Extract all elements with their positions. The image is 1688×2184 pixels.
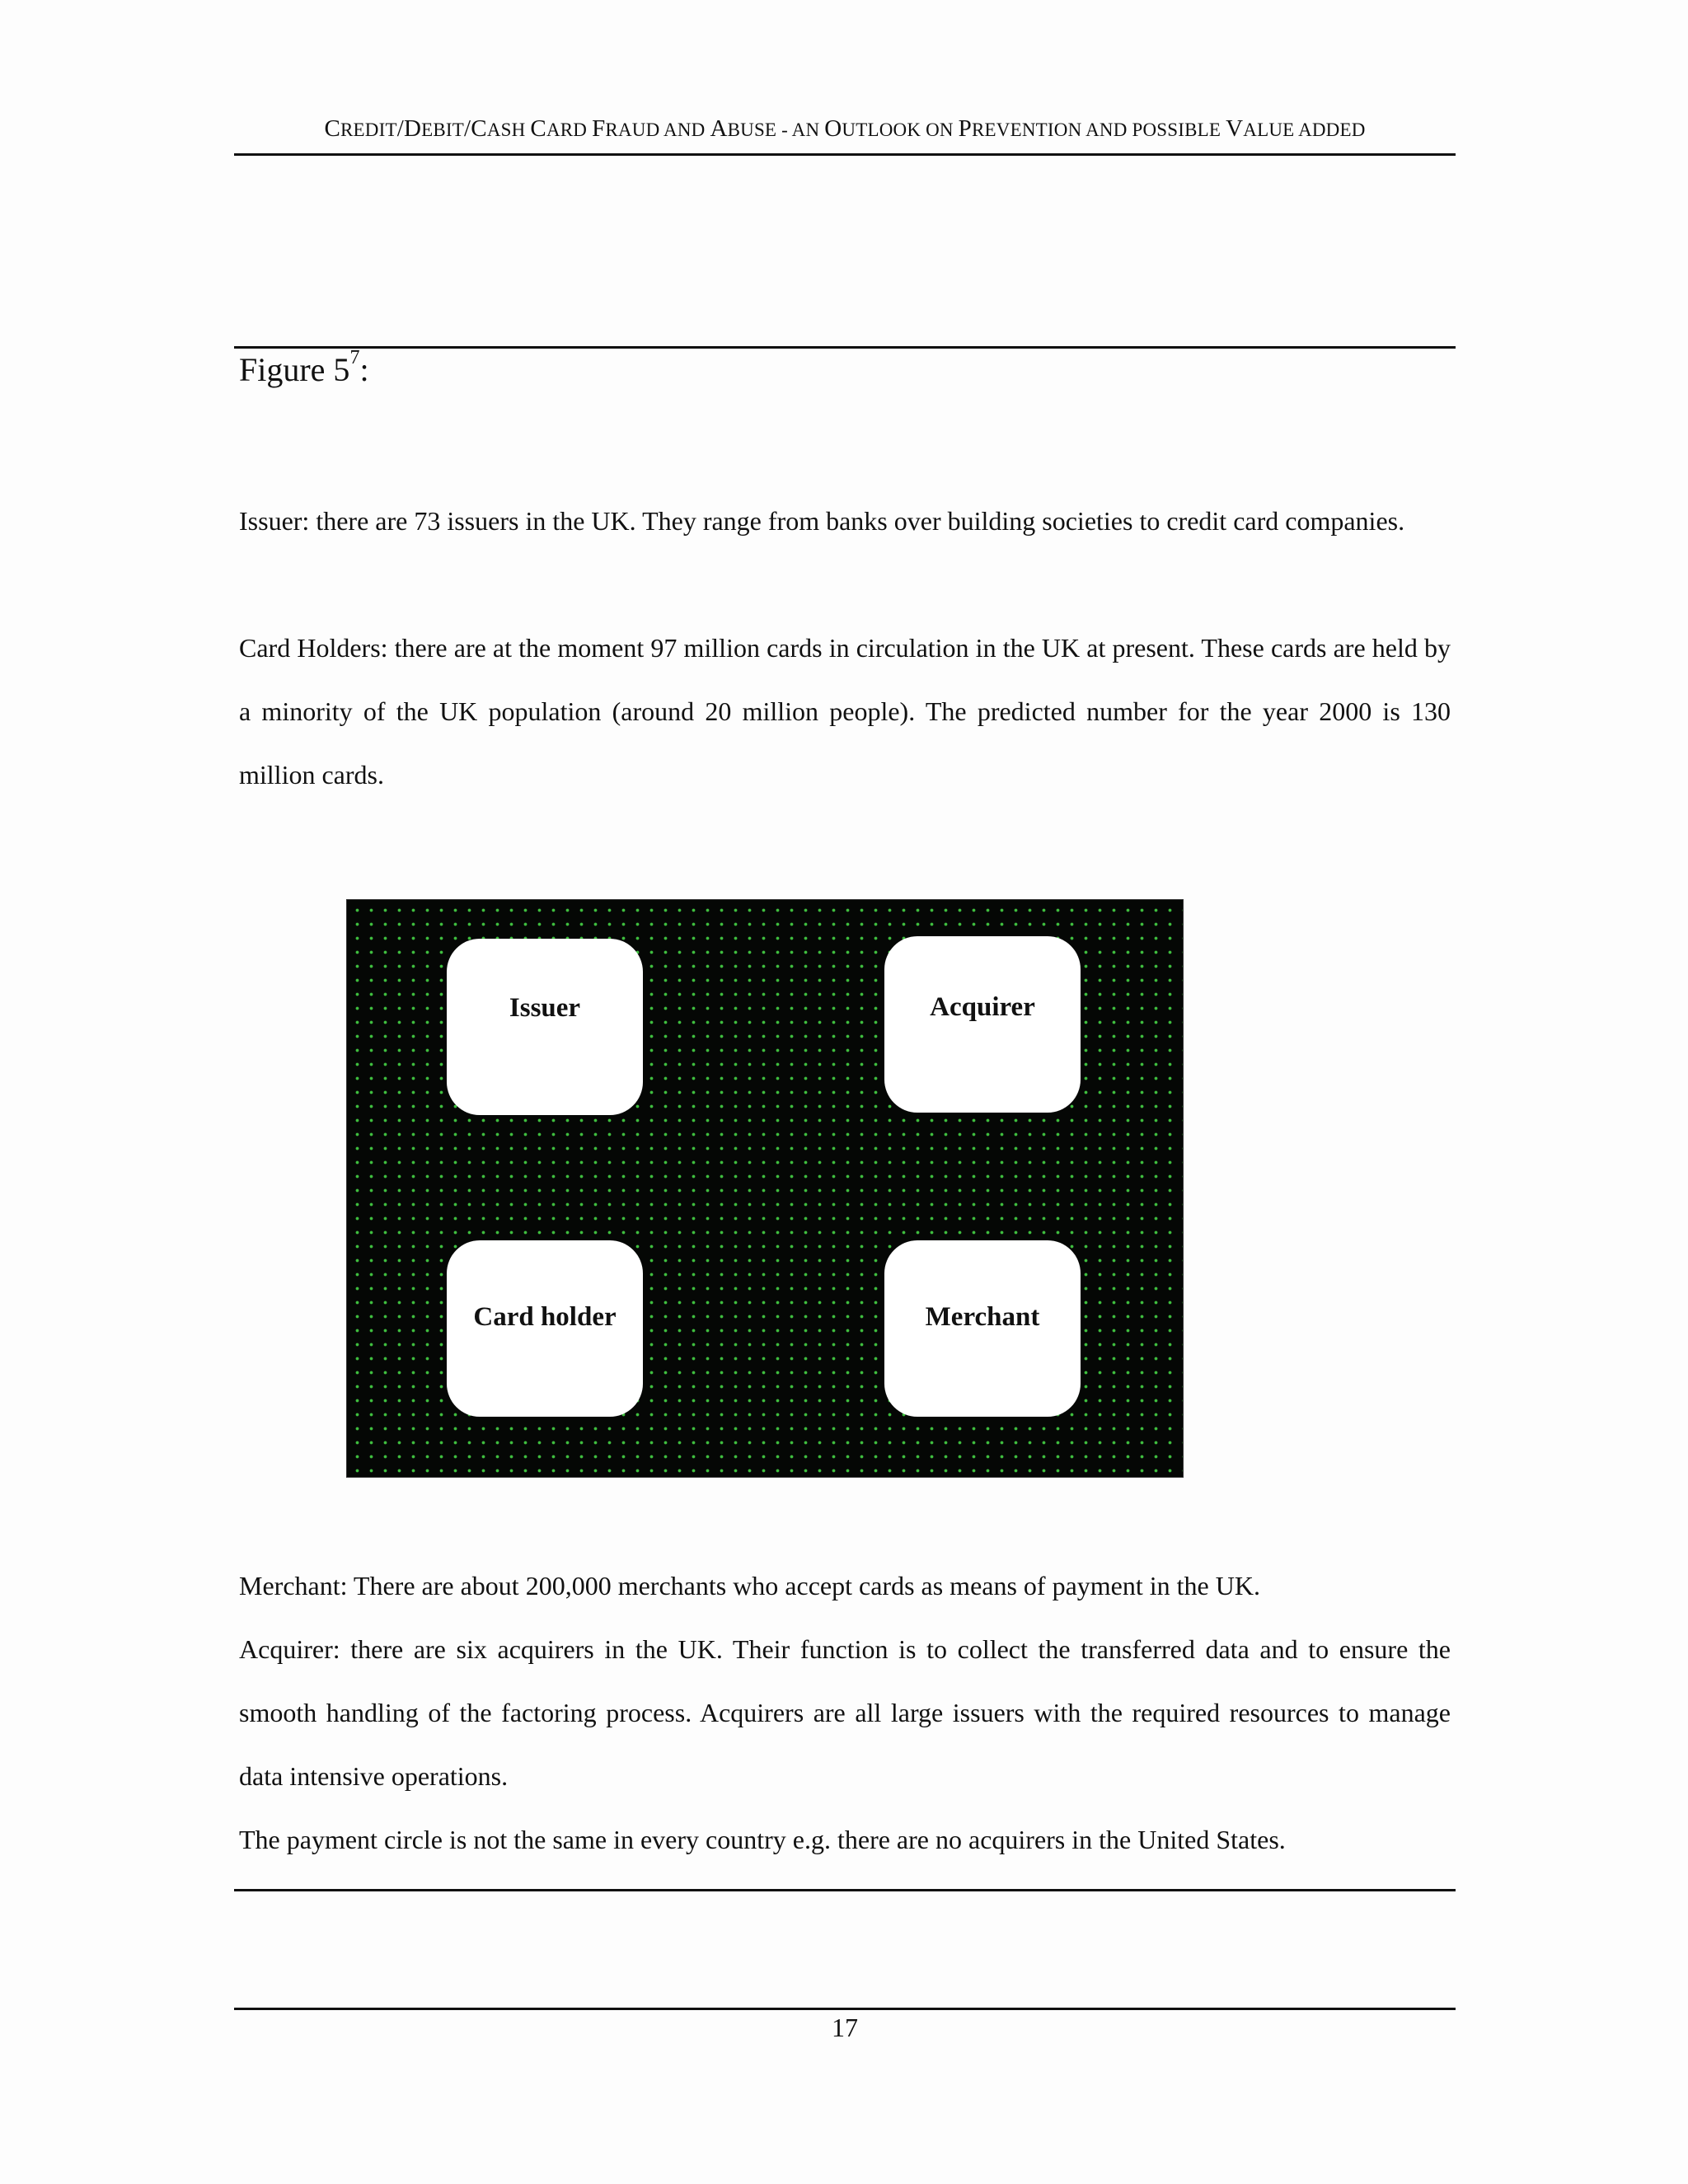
header-part: /D <box>396 115 422 142</box>
issuer-label: Issuer <box>509 993 581 1023</box>
header-part: EBIT <box>421 120 465 140</box>
acquirer-box <box>884 936 1081 1113</box>
acquirer-paragraph: Acquirer: there are six acquirers in the UK. Their function is to collect the transferred data and to ensure the smooth handling of the factoring process. Acquirers are all large issuers with the required resources to manage data intensive operations. <box>239 1634 1451 1791</box>
header-part: UTLOOK ON <box>842 120 959 140</box>
running-header-title <box>324 115 1365 142</box>
merchant-box <box>884 1240 1081 1417</box>
figure-top-rule <box>234 346 1456 349</box>
payment-circle-paragraph: The payment circle is not the same in every country e.g. there are no acquirers in the United States. <box>239 1825 1286 1854</box>
header-part: REVENTION AND POSSIBLE <box>972 120 1226 140</box>
header-part: V <box>1226 115 1244 142</box>
header-part: /C <box>464 115 487 142</box>
footer-rule <box>234 2008 1456 2010</box>
header-part: C <box>530 115 546 142</box>
issuer-box <box>447 939 643 1115</box>
payment-circle-diagram <box>346 899 1184 1478</box>
acquirer-label: Acquirer <box>930 992 1035 1022</box>
header-part: F <box>592 115 606 142</box>
header-rule <box>234 153 1456 156</box>
merchant-paragraph: Merchant: There are about 200,000 merchants who accept cards as means of payment in the UK. <box>239 1571 1260 1601</box>
card-holder-box <box>447 1240 643 1417</box>
card-holder-label: Card holder <box>473 1302 617 1332</box>
header-part: A <box>710 115 728 142</box>
running-header <box>234 115 1456 143</box>
header-part: REDIT <box>340 120 397 140</box>
card-holders-paragraph: Card Holders: there are at the moment 97 million cards in circulation in the UK at present. These cards are held by a minority of the UK population (around 20 million people). The predicted number for the year 2000 is 130 million cards. <box>239 633 1451 790</box>
header-part: P <box>958 115 973 142</box>
header-part: BUSE - AN <box>727 120 825 140</box>
merchant-label: Merchant <box>925 1302 1040 1332</box>
header-part: C <box>324 115 340 142</box>
header-part: ARD <box>546 120 593 140</box>
figure-label: Figure 5 <box>239 351 350 388</box>
figure-title-suffix: : <box>359 351 369 388</box>
figure-title <box>239 347 369 389</box>
footnote-ref: 7 <box>349 347 360 368</box>
header-part: ASH <box>486 120 531 140</box>
header-part: O <box>824 115 842 142</box>
header-part: RAUD AND <box>605 120 710 140</box>
body-bottom-rule <box>234 1889 1456 1891</box>
issuer-paragraph: Issuer: there are 73 issuers in the UK. They range from banks over building societies to credit card companies. <box>239 506 1405 536</box>
page-number: 17 <box>832 2013 858 2042</box>
header-part: ALUE ADDED <box>1243 120 1366 140</box>
